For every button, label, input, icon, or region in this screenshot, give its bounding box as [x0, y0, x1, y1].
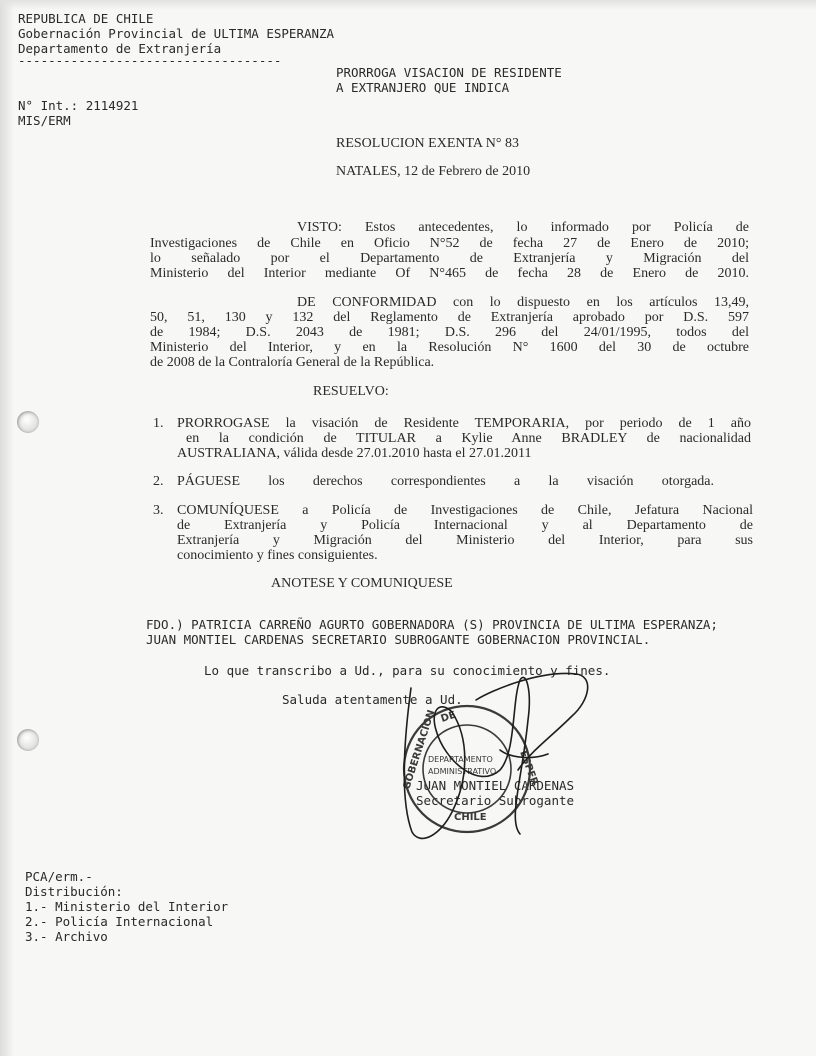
- conformidad-line-2: 50, 51, 130 y 132 del Reglamento de Extranjería aprobado por D.S. 597: [150, 310, 749, 325]
- visto-line-1: VISTO: Estos antecedentes, lo informado por Policía de: [297, 220, 749, 235]
- header-department: Departamento de Extranjería: [18, 41, 222, 56]
- subject-line-1: PRORROGA VISACION DE RESIDENTE: [336, 65, 562, 80]
- saluda-line: Saluda atentamente a Ud.: [282, 692, 463, 707]
- conformidad-line-5: de 2008 de la Contraloría General de la República.: [150, 355, 435, 370]
- item-2-line-1: PÁGUESE los derechos correspondientes a la visación otorgada.: [177, 474, 714, 489]
- resuelvo-heading: RESUELVO:: [313, 384, 389, 399]
- item-1-line-2: en la condición de TITULAR a Kylie Anne BRADLEY de nacionalidad: [186, 431, 751, 446]
- item-3-line-2: de Extranjería y Policía Internacional y al Departamento de: [177, 518, 753, 533]
- header-rule: -----------------------------------: [18, 53, 282, 68]
- subject-line-2: A EXTRANJERO QUE INDICA: [336, 80, 510, 95]
- stamp-admin: ADMINISTRATIVO: [428, 767, 497, 776]
- transcribo-line: Lo que transcribo a Ud., para su conocimiento y fines.: [204, 663, 611, 678]
- signer-title: Secretario Subrogante: [416, 793, 575, 808]
- item-1-number: 1.: [153, 416, 164, 431]
- resolution-number: RESOLUCION EXENTA N° 83: [336, 136, 519, 151]
- internal-number: N° Int.: 2114921: [18, 98, 139, 113]
- place-date: NATALES, 12 de Febrero de 2010: [336, 164, 531, 179]
- stamp-dept: DEPARTAMENTO: [428, 755, 493, 764]
- signer-name: JUAN MONTIEL CARDENAS: [416, 778, 575, 793]
- header-gobernacion: Gobernación Provincial de ULTIMA ESPERANZA: [18, 26, 335, 41]
- item-3-line-1: COMUNÍQUESE a Policía de Investigaciones de Chile, Jefatura Nacional: [177, 503, 753, 518]
- stamp-ring-left: GOBERNACION: [401, 708, 438, 791]
- visto-line-4: Ministerio del Interior mediante Of N°465 de fecha 28 de Enero de 2010.: [150, 266, 749, 281]
- visto-line-2: Investigaciones de Chile en Oficio N°52 de fecha 27 de Enero de 2010;: [150, 236, 749, 251]
- item-3-line-4: conocimiento y fines consiguientes.: [177, 548, 378, 563]
- item-1-line-3: AUSTRALIANA, válida desde 27.01.2010 hasta el 27.01.2011: [177, 446, 532, 461]
- distribution-item-3: 3.- Archivo: [25, 929, 108, 944]
- stamp-ring-right: ESPER: [517, 749, 540, 787]
- initials: MIS/ERM: [18, 113, 71, 128]
- item-2-number: 2.: [153, 474, 164, 489]
- item-3-number: 3.: [153, 503, 164, 518]
- conformidad-line-1: DE CONFORMIDAD con lo dispuesto en los artículos 13,49,: [297, 295, 749, 310]
- fdo-line-1: FDO.) PATRICIA CARREÑO AGURTO GOBERNADORA (S) PROVINCIA DE ULTIMA ESPERANZA;: [146, 617, 718, 632]
- distribution-title: Distribución:: [25, 884, 123, 899]
- distribution-ref: PCA/erm.-: [25, 869, 93, 884]
- header-country: REPUBLICA DE CHILE: [18, 11, 154, 26]
- item-1-line-1: PRORROGASE la visación de Residente TEMPORARIA, por periodo de 1 año: [177, 416, 751, 431]
- stamp-bottom: CHILE: [454, 812, 487, 823]
- distribution-item-2: 2.- Policía Internacional: [25, 914, 214, 929]
- anotese-line: ANOTESE Y COMUNIQUESE: [271, 576, 453, 591]
- fdo-line-2: JUAN MONTIEL CARDENAS SECRETARIO SUBROGANTE GOBERNACION PROVINCIAL.: [146, 632, 651, 647]
- stamp-ring-top: DE: [439, 709, 458, 725]
- visto-line-3: lo señalado por el Departamento de Extranjería y Migración del: [150, 251, 749, 266]
- item-3-line-3: Extranjería y Migración del Ministerio del Interior, para sus: [177, 533, 753, 548]
- distribution-item-1: 1.- Ministerio del Interior: [25, 899, 229, 914]
- conformidad-line-3: de 1984; D.S. 2043 de 1981; D.S. 296 del 24/01/1995, todos del: [150, 325, 749, 340]
- conformidad-line-4: Ministerio del Interior, y en la Resolución N° 1600 del 30 de octubre: [150, 340, 749, 355]
